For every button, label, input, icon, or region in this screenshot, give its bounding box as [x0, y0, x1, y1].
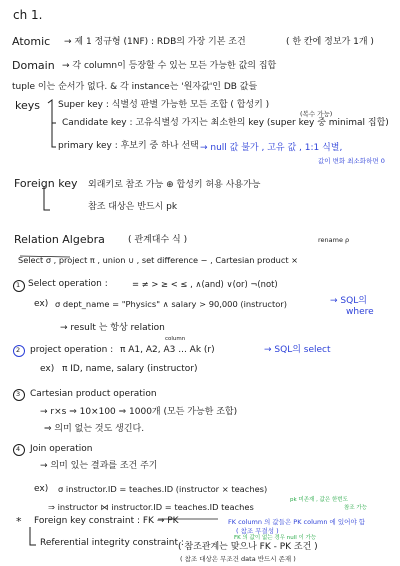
referential-integrity-constraint: Referential integrity constraint :	[40, 538, 184, 548]
join-example-label: ex)	[34, 484, 49, 494]
relation-algebra-subtitle: ( 관계대수 식 )	[128, 235, 188, 245]
atomic-term: Atomic	[12, 35, 51, 48]
page-heading: ch 1.	[13, 8, 43, 22]
fk-constraint-note: FK column 의 값들은 PK column 에 있어야 함	[228, 518, 366, 526]
project-formula: π A1, A2, A3 ... Ak (r)	[120, 345, 215, 355]
candidate-key-definition: Candidate key : 고유식별성 가지는 최소한의 key (super key 중 minimal 집합)	[62, 118, 389, 128]
join-example-1: σ instructor.ID = teaches.ID (instructor × teaches)	[58, 484, 268, 494]
atomic-definition: → 제 1 정규형 (1NF) : RDB의 가장 기본 조건	[64, 37, 246, 47]
fk-constraint: Foreign key constraint : FK → PK	[34, 516, 179, 526]
project-example-label: ex)	[40, 364, 55, 374]
foreign-key-line-1: 외래키로 참조 가능 ⊕ 합성키 허용 사용가능	[88, 180, 261, 190]
join-example-2: ⇒ instructor ⋈ instructor.ID = teaches.ID teaches	[48, 502, 254, 512]
project-operation-title: project operation :	[30, 345, 114, 355]
select-example-label: ex)	[34, 299, 49, 309]
candidate-key-note: (복수 가능)	[300, 110, 333, 118]
cartesian-line-2: ⇒ 의미 없는 것도 생긴다.	[44, 424, 145, 434]
fk-constraint-note-2: ( 참조 무결성 )	[236, 527, 279, 535]
atomic-note: ( 한 칸에 정보가 1개 )	[286, 37, 374, 47]
primary-key-note: → null 값 불가 , 고유 값 , 1:1 식별,	[200, 143, 343, 153]
referential-integrity-note: ( 참조관계는 맞으나 FK - PK 조건 )	[178, 542, 318, 552]
select-result-note: → result 는 항상 relation	[60, 323, 165, 333]
join-line-1: → 의미 있는 결과를 조건 주기	[40, 461, 158, 471]
rename-note: rename ρ	[318, 236, 350, 244]
project-example: π ID, name, salary (instructor)	[62, 364, 198, 374]
primary-key-note-2: 값이 변화 최소화하면 0	[318, 157, 385, 165]
step-2-number: 2	[16, 346, 21, 354]
green-note-1: pk 미존재 , 값은 한번도	[290, 497, 348, 503]
select-operators: = ≠ > ≥ < ≤ , ∧(and) ∨(or) ¬(not)	[132, 279, 278, 289]
cartesian-operation-title: Cartesian product operation	[30, 389, 157, 399]
select-operation-title: Select operation :	[28, 279, 108, 289]
select-sql-note-2: where	[346, 307, 374, 317]
domain-definition: → 각 column이 등장할 수 있는 모든 가능한 값의 집합	[62, 61, 277, 71]
green-note-3: FK 의 값이 없는 경우 null 이 가능	[234, 535, 317, 541]
green-note-2: 참조 가능	[344, 505, 368, 511]
primary-key-definition: primary key : 후보키 중 하나 선택	[58, 141, 199, 151]
step-3-number: 3	[16, 390, 21, 398]
select-example: σ dept_name = "Physics" ∧ salary > 90,000 (instructor)	[55, 299, 287, 309]
referential-integrity-note-2: ( 참조 대상은 무조건 data 반드시 존재 )	[180, 555, 296, 563]
relation-algebra-title: Relation Algebra	[14, 233, 105, 246]
project-sql-note: → SQL의 select	[264, 345, 331, 355]
join-operation-title: Join operation	[30, 444, 93, 454]
select-sql-note: → SQL의	[330, 296, 367, 306]
step-1-number: 1	[16, 281, 21, 289]
operations-list: Select σ , project π , union ∪ , set difference − , Cartesian product ×	[18, 255, 299, 265]
step-4-number: 4	[16, 445, 21, 453]
domain-term: Domain	[12, 59, 55, 72]
project-column-label: column	[165, 336, 186, 342]
cartesian-line-1: → r×s ⇒ 10×100 ⇒ 1000개 (모든 가능한 조합)	[40, 407, 238, 417]
super-key-definition: Super key : 식별성 판별 가능한 모든 조합 ( 합성키 )	[58, 100, 270, 110]
keys-label: keys	[15, 99, 40, 112]
foreign-key-line-2: 참조 대상은 반드시 pk	[88, 202, 178, 212]
foreign-key-label: Foreign key	[14, 177, 78, 190]
tuple-note: tuple 이는 순서가 없다. & 각 instance는 '원자값'인 DB 값들	[12, 82, 258, 92]
constraints-mark: *	[16, 515, 22, 528]
